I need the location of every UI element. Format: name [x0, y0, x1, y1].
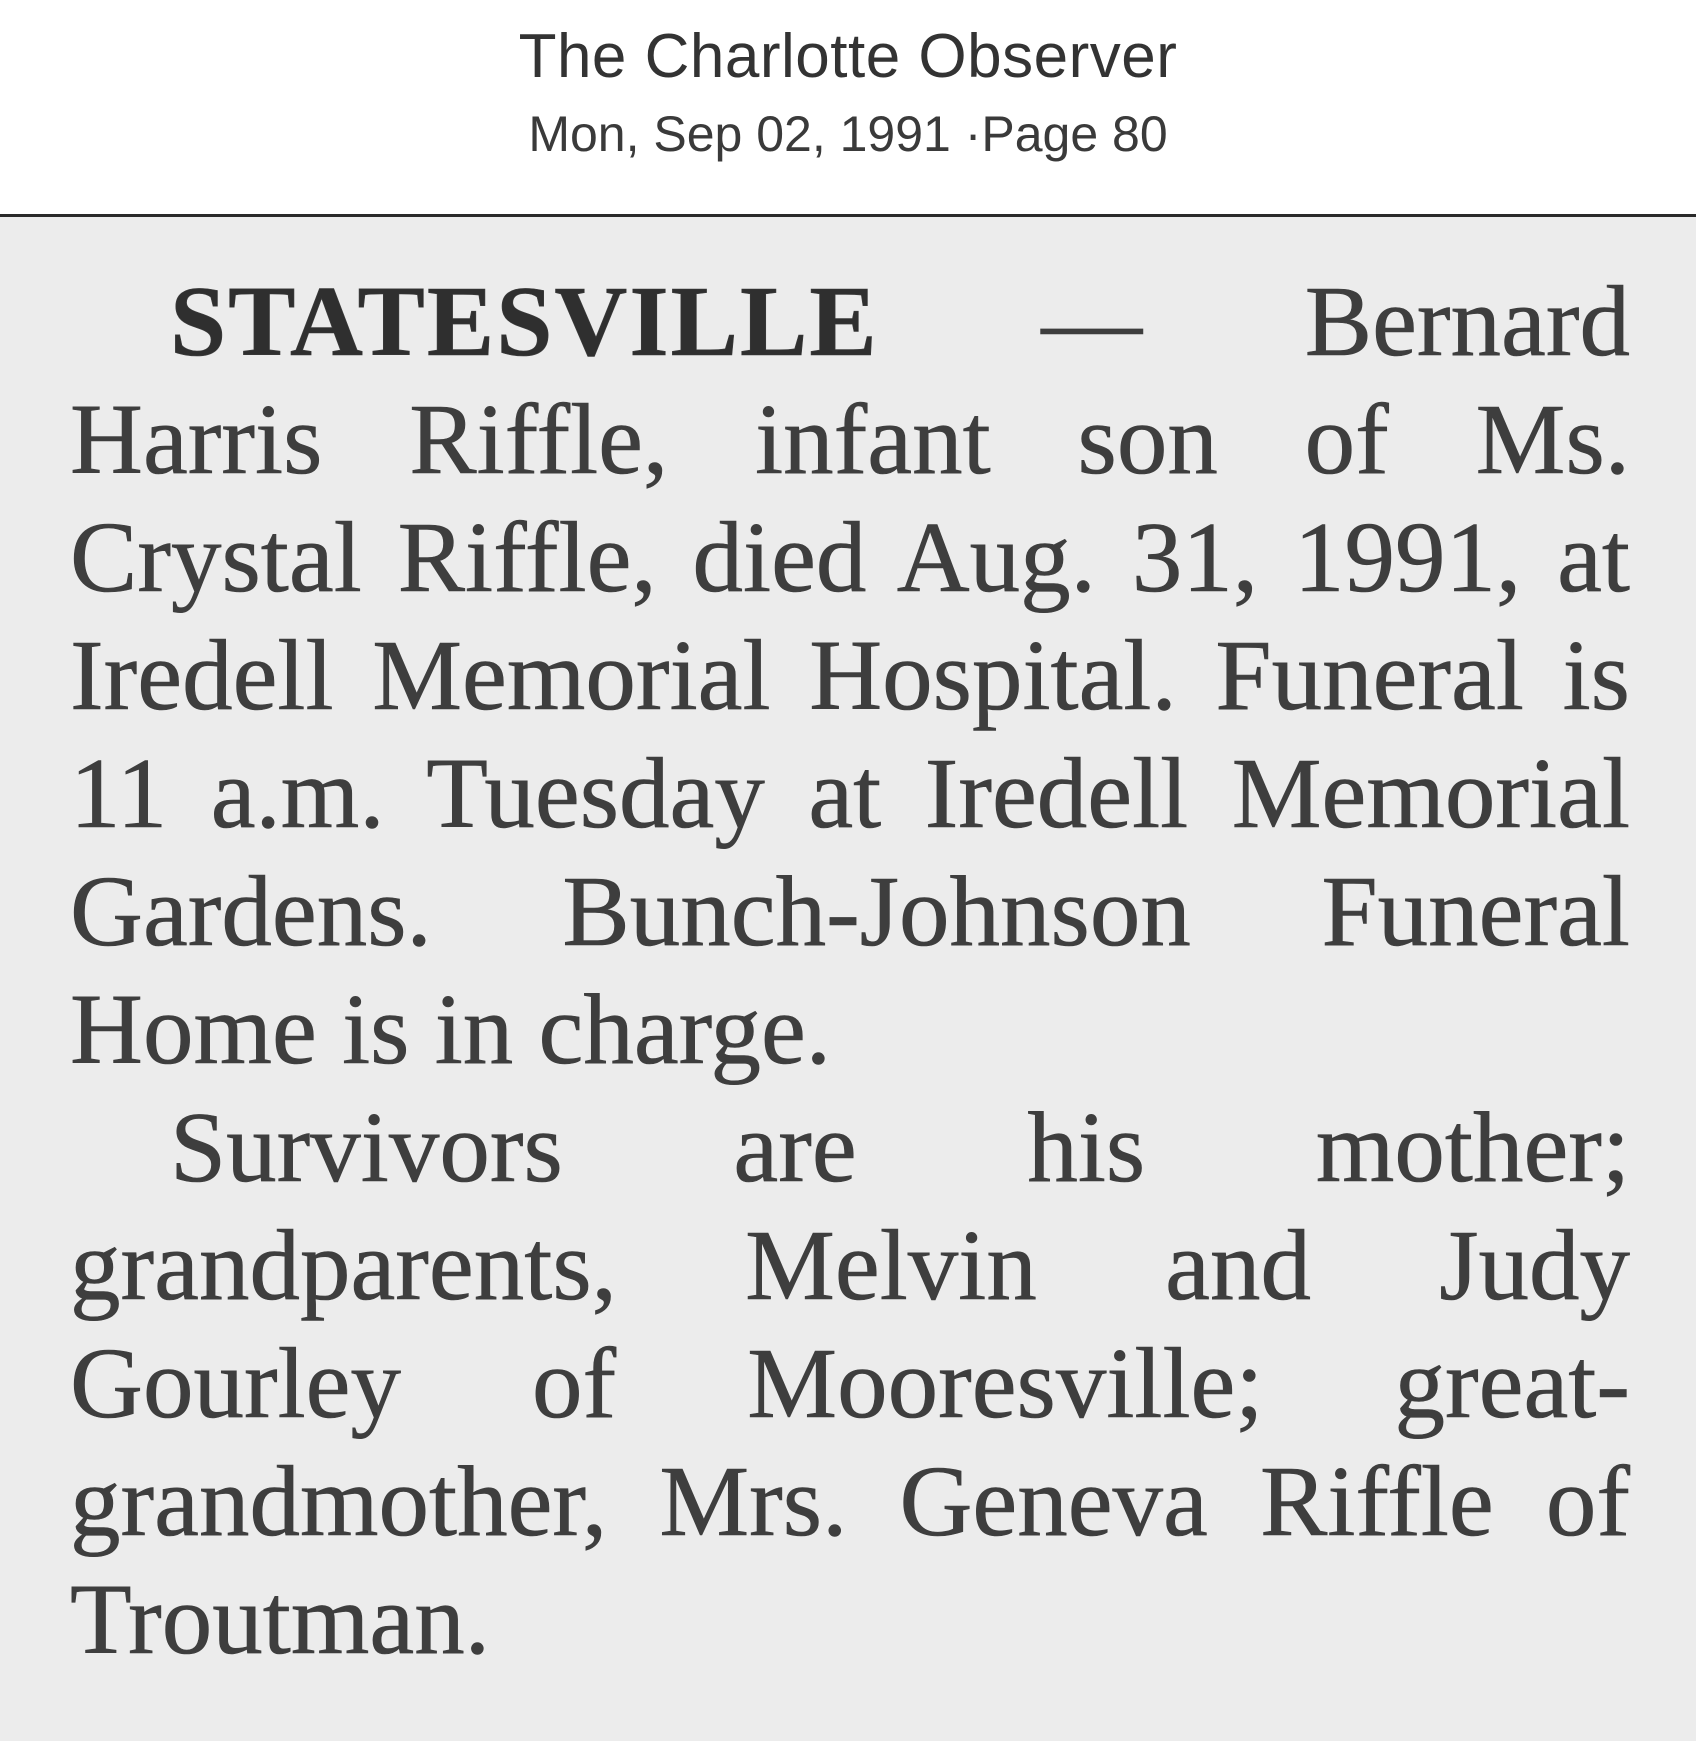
publication-date-page: Mon, Sep 02, 1991 ·Page 80 [528, 106, 1168, 162]
clipping-header [0, 0, 1696, 216]
dateline-dash: — [878, 265, 1305, 377]
obituary-paragraph-2 [70, 1088, 1630, 1678]
obituary-paragraph-1 [70, 262, 1630, 1088]
paragraph-2-text: Survivors are his mother; grandparents, Melvin and Judy Gourley of Mooresville; great-grandmother, Mrs. Geneva Riffle of Troutman. [70, 1091, 1630, 1675]
obituary-text [70, 262, 1630, 1678]
dateline: STATESVILLE [170, 265, 879, 377]
publication-title: The Charlotte Observer [518, 22, 1178, 91]
paragraph-1-text: Bernard Harris Riffle, infant son of Ms. Crystal Riffle, died Aug. 31, 1991, at Iredell Memorial Hospital. Funeral is 11 a.m. Tuesday at Iredell Memorial Gardens. Bunch-Johnson Funeral Home is in charge. [70, 265, 1630, 1085]
